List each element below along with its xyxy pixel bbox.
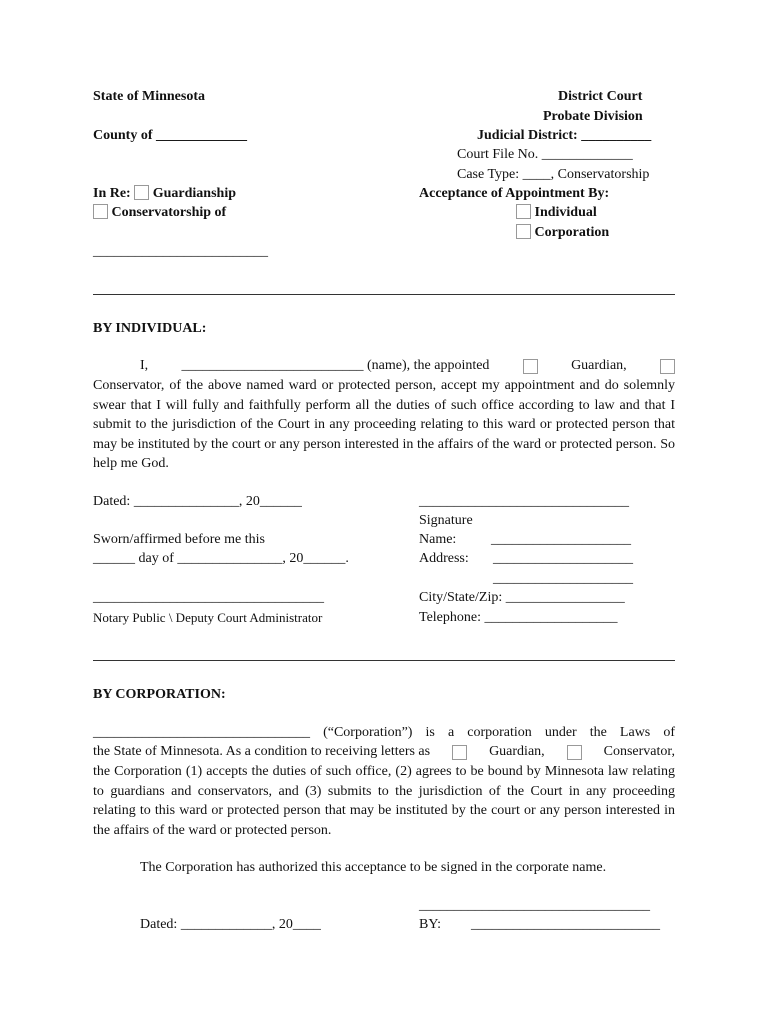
individual-guardian-checkbox[interactable]: [523, 359, 538, 374]
corporation-role-line: [93, 743, 675, 761]
guardianship-checkbox[interactable]: [134, 185, 149, 200]
ward-name-field[interactable]: _________________________: [93, 244, 268, 259]
corporation-condition-text: the State of Minnesota. As a condition to receiving letters as: [93, 744, 431, 759]
individual-heading: BY INDIVIDUAL:: [93, 321, 207, 336]
corporation-guardian-checkbox[interactable]: [452, 745, 467, 760]
conservatorship-checkbox[interactable]: [93, 204, 108, 219]
address-field-1[interactable]: ____________________: [493, 551, 633, 566]
individual-checkbox[interactable]: [516, 204, 531, 219]
case-type-field[interactable]: Case Type: ____, Conservatorship: [457, 167, 650, 182]
city-state-zip-field[interactable]: City/State/Zip: _________________: [419, 590, 625, 605]
corporation-terms-text: the Corporation (1) accepts the duties of such office, (2) agrees to be bound by Minnesota law relating to guardians and conservators, and (3) submits to the jurisdiction of the Court in any proceeding relating to this ward or protected person that may be instituted by the court or any person interested in the affairs of the ward or protected person.: [93, 764, 675, 838]
conservatorship-row: [93, 204, 226, 222]
corporation-signature-line[interactable]: _________________________________: [419, 898, 650, 913]
by-field[interactable]: ___________________________: [471, 917, 660, 932]
individual-label: Individual: [534, 205, 597, 220]
individual-row: [516, 204, 597, 222]
court-label: District Court: [558, 89, 643, 104]
individual-name-field[interactable]: __________________________ (name), the appointed: [181, 358, 490, 373]
corporation-dated-field[interactable]: Dated: _____________, 20____: [140, 917, 321, 932]
corporation-row: [516, 224, 609, 242]
county-field[interactable]: County of _____________: [93, 128, 248, 143]
in-re-row: [93, 185, 236, 203]
individual-i: I,: [140, 358, 149, 373]
corporation-authorized-text: The Corporation has authorized this acceptance to be signed in the corporate name.: [140, 860, 607, 875]
corporation-heading: BY CORPORATION:: [93, 687, 226, 702]
notary-signature-line[interactable]: _________________________________: [93, 590, 324, 605]
acceptance-label: Acceptance of Appointment By:: [419, 186, 610, 201]
by-label: BY:: [419, 917, 442, 932]
individual-first-line: [93, 357, 675, 375]
individual-guardian-label: Guardian,: [571, 358, 627, 373]
corporation-conservator-label: Conservator,: [603, 744, 675, 759]
address-label: Address:: [419, 551, 469, 566]
conservatorship-label: Conservatorship of: [111, 205, 227, 220]
corporation-name-line[interactable]: _______________________________ (“Corporation”) is a corporation under the Laws of: [93, 725, 675, 740]
signature-label: Signature: [419, 513, 473, 528]
individual-oath-text: Conservator, of the above named ward or protected person, accept my appointment and do solemnly swear that I will fully and faithfully perform all the duties of such office according to law and that I submit to the jurisdiction of the Court in any proceeding relating to this ward or protected person that may be instituted by the court or any person interested in the affairs of the ward or protected person. So help me God.: [93, 378, 675, 471]
in-re-label: In Re:: [93, 186, 131, 201]
name-field[interactable]: ____________________: [491, 532, 631, 547]
day-of-field[interactable]: ______ day of _______________, 20______.: [93, 551, 349, 566]
corporation-checkbox[interactable]: [516, 224, 531, 239]
state-label: State of Minnesota: [93, 89, 205, 104]
sworn-label: Sworn/affirmed before me this: [93, 532, 265, 547]
individual-dated-field[interactable]: Dated: _______________, 20______: [93, 494, 302, 509]
address-field-2[interactable]: ____________________: [493, 571, 633, 586]
court-file-field[interactable]: Court File No. _____________: [457, 147, 633, 162]
individual-conservator-checkbox[interactable]: [660, 359, 675, 374]
divider: [93, 660, 675, 661]
divider: [93, 294, 675, 295]
corporation-guardian-label: Guardian,: [489, 744, 545, 759]
signature-line[interactable]: ______________________________: [419, 494, 629, 509]
telephone-field[interactable]: Telephone: ___________________: [419, 610, 618, 625]
corporation-label: Corporation: [534, 225, 610, 240]
guardianship-label: Guardianship: [152, 186, 236, 201]
judicial-district-field[interactable]: Judicial District: __________: [477, 128, 652, 143]
division-label: Probate Division: [543, 109, 643, 124]
corporation-conservator-checkbox[interactable]: [567, 745, 582, 760]
notary-label: Notary Public \ Deputy Court Administrator: [93, 610, 323, 625]
name-label: Name:: [419, 532, 457, 547]
